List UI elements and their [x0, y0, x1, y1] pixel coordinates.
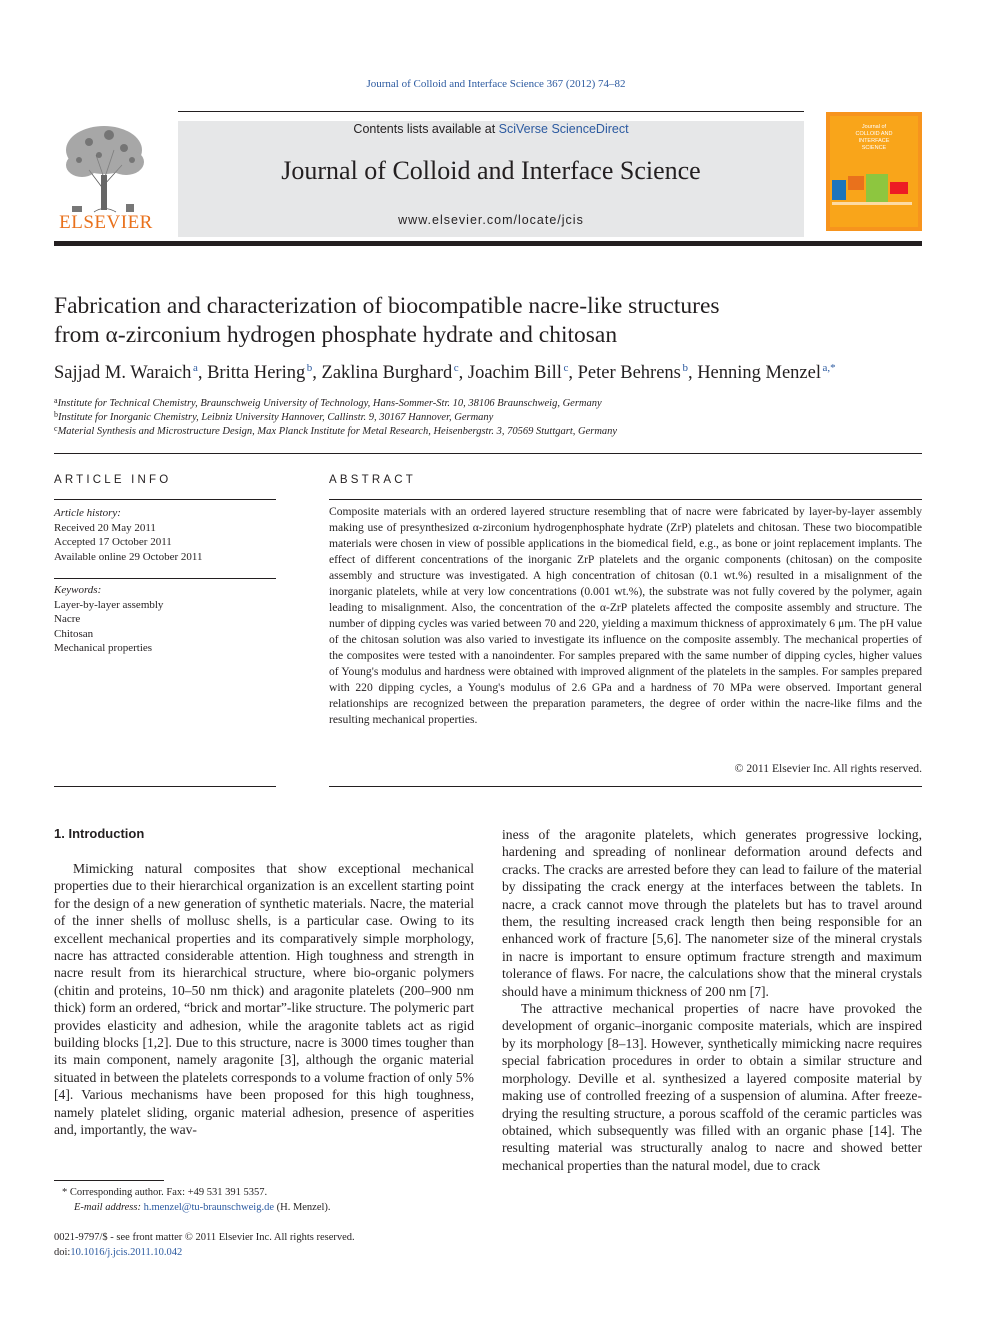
cover-title-line4: SCIENCE [861, 145, 887, 151]
paragraph: The attractive mechanical properties of nacre have provoked the development of organic–inorganic composite materials, which are inspired by its morphology [8–13]. However, synthetically mimicking nacre requires special fabrication procedures in order to obtain a similar structure and morphology. Deville et al. synthesized a layered composite material by making use of controlled freezing of a suspension of alumina. After freeze-drying the resulting structure, a porous scaffold of the ceramic particles was obtained, which subsequently was filled with an organic phase [14]. The resulting material was structurally analog to nacre and showed better mechanical properties than the natural model, due to crack [502, 1001, 922, 1173]
body-column-right [502, 826, 922, 1174]
affiliation-text: Institute for Inorganic Chemistry, Leibniz University Hannover, Callinstr. 9, 30167 Hannover, Germany [58, 412, 494, 423]
paragraph: Mimicking natural composites that show exceptional mechanical properties due to their hierarchical organization is an excellent starting point for the design of a new generation of synthetic materials. Nacre, the material of the inner shells of mollusc shells, is a particular case. Owing to its excellent mechanical properties and its comparatively simple morphology, nacre has attracted considerable attention. High toughness and strength in nacre result from its hierarchical structure, where bio-organic polymers (chitin and proteins, 10–50 nm thick) and aragonite platelets (200–900 nm thick) form an ordered, “brick and mortar”-like structure. The polymeric part provides elasticity and adhesion, while the aragonite tablets act as rigid building blocks [1,2]. Due to this structure, nacre is 3000 times tougher than its main component, namely aragonite [3], although the organic material situated in between the platelets corresponds to a volume fraction of only 5% [4]. Various mechanisms have been proposed for this high toughness, namely platelet sliding, organic material adhesion, presence of asperities and, importantly, the wav- [54, 861, 474, 1138]
journal-reference[interactable]: Journal of Colloid and Interface Science 367 (2012) 74–82 [366, 78, 626, 90]
history-received: Received 20 May 2011 [54, 521, 156, 534]
author-name[interactable]: Sajjad M. Waraich [54, 363, 192, 383]
history-online: Available online 29 October 2011 [54, 550, 203, 563]
article-info-rule [54, 578, 276, 579]
affiliation [54, 410, 493, 423]
author-affiliation-mark[interactable]: c [453, 362, 459, 374]
email-label: E-mail address: [74, 1202, 141, 1213]
author-affiliation-mark[interactable]: a [192, 362, 198, 374]
doi-label: doi: [54, 1247, 71, 1258]
cover-title-line1: Journal of [861, 124, 887, 130]
affiliation-rule [54, 453, 922, 454]
affiliation-mark: a [54, 396, 58, 405]
keyword: Mechanical properties [54, 642, 153, 654]
abstract-rule [329, 499, 922, 500]
affiliation-text: Institute for Technical Chemistry, Braunschweig University of Technology, Hans-Sommer-Str. 10, 38106 Braunschweig, Germany [57, 398, 602, 409]
author-name[interactable]: Peter Behrens [577, 363, 681, 383]
section-heading-introduction: 1. Introduction [54, 826, 145, 841]
abstract-heading: ABSTRACT [329, 474, 416, 486]
issn-line: 0021-9797/$ - see front matter © 2011 Elsevier Inc. All rights reserved. [54, 1232, 355, 1243]
author-name[interactable]: Joachim Bill [467, 363, 562, 383]
affiliation-text: Material Synthesis and Microstructure Design, Max Planck Institute for Metal Research, Heisenbergstr. 3, 70569 Stuttgart, Germany [57, 426, 618, 437]
history-accepted: Accepted 17 October 2011 [54, 536, 172, 548]
author-affiliation-mark[interactable]: b [682, 362, 688, 374]
email-owner: (H. Menzel). [276, 1202, 331, 1213]
journal-title: Journal of Colloid and Interface Science [281, 156, 701, 185]
affiliation-mark: c [54, 424, 58, 433]
abstract-rule [329, 786, 922, 787]
keyword: Nacre [54, 613, 81, 625]
email-link[interactable]: h.menzel@tu-braunschweig.de [143, 1202, 274, 1213]
author-affiliation-mark[interactable]: a,* [822, 362, 836, 374]
cover-title-line2: COLLOID AND [855, 131, 893, 137]
author-affiliation-mark[interactable]: b [306, 362, 313, 374]
email-note [54, 1200, 474, 1215]
article-history [54, 506, 276, 564]
top-rule [178, 111, 804, 112]
title-line-1: Fabrication and characterization of biocompatible nacre-like structures [54, 293, 720, 319]
affiliation [54, 396, 602, 409]
journal-url[interactable]: www.elsevier.com/locate/jcis [398, 213, 584, 227]
history-label: Article history: [54, 507, 121, 519]
journal-cover-thumbnail[interactable] [826, 112, 922, 231]
article-info-rule [54, 786, 276, 787]
cover-title-line3: INTERFACE [858, 138, 890, 144]
footnote-rule [54, 1180, 164, 1181]
keyword: Layer-by-layer assembly [54, 598, 164, 611]
affiliation-mark: b [54, 410, 58, 419]
keywords-label: Keywords: [54, 584, 102, 596]
author-affiliation-mark[interactable]: c [563, 362, 569, 374]
affiliation [54, 424, 617, 437]
masthead-rule [54, 241, 922, 246]
abstract-copyright: © 2011 Elsevier Inc. All rights reserved. [734, 762, 922, 775]
article-info-heading: ARTICLE INFO [54, 474, 172, 486]
author-name[interactable]: Britta Hering [207, 363, 306, 383]
article-title [54, 292, 922, 350]
keyword: Chitosan [54, 627, 94, 640]
sciencedirect-link[interactable]: SciVerse ScienceDirect [498, 122, 629, 136]
corresponding-author-note: * Corresponding author. Fax: +49 531 391 5357. [62, 1187, 268, 1198]
title-line-2: from α-zirconium hydrogen phosphate hydrate and chitosan [54, 322, 618, 348]
author-name[interactable]: Zaklina Burghard [321, 363, 453, 383]
keywords-block [54, 583, 276, 656]
contents-line [178, 122, 804, 136]
article-info-rule [54, 499, 276, 500]
body-column-left [54, 860, 474, 1139]
issn-block [54, 1230, 474, 1260]
author-name[interactable]: Henning Menzel [697, 363, 821, 383]
contents-prefix: Contents lists available at [353, 122, 499, 136]
author-list: Sajjad M. Waraich $^a$, Britta Hering $^b$, Zaklina Burghard $^c$, Joachim Bill $^c$, Peter Behrens $^b$, Henning Menzel $^{a,*}$ [54, 362, 836, 383]
paragraph: iness of the aragonite platelets, which generates progressive locking, hardening and spreading of nonlinear deformation around defects and cracks. The cracks are arrested before they can lead to failure of the material by dissipating the crack energy at the interfaces between the tablets. In nacre, a crack cannot move through the platelets but has to travel around them, the resulting increased crack length then being responsible for an enhanced work of fracture [5,6]. The nanometer size of the mineral crystals in nacre is important to ensure optimum fracture strength and maximum tolerance of flaws. For nacre, the calculations show that the mineral crystals should have a minimum thickness of 200 nm [7]. [502, 827, 922, 999]
elsevier-wordmark: ELSEVIER [59, 212, 153, 233]
doi-link[interactable]: 10.1016/j.jcis.2011.10.042 [70, 1247, 183, 1258]
footnotes [54, 1185, 474, 1215]
abstract-text: Composite materials with an ordered layered structure resembling that of nacre were fabricated by layer-by-layer assembly making use of presynthesized α-zirconium hydrogenphosphate hydrate (ZrP) platelets and chitosan. These two biocompatible materials were chosen in view of possible applications in the biomedical field, e.g., as bone or joint replacement implants. The effect of different concentrations of the inorganic ZrP platelets and the organic components (chitosan) on the composite assembly and structure was investigated. A high concentration of chitosan (0.1 wt.%) resulted in a misalignment of the inorganic platelets, while at very low concentrations (0.001 wt.%), the substrate was not fully covered by the polymer, again leading to misalignment. Also, the concentration of the α-ZrP platelets affected the composite assembly and structure. The number of dipping cycles was varied between 70 and 220, yielding a maximum thickness of approximately 6 μm. The pH value of the chitosan solution was also varied to investigate its influence on the composite assembly. The mechanical properties of the composites were tested with a nanoindenter. For samples prepared with the same number of dipping cycles, higher values of Young's modulus and hardness were obtained with improved alignment of the platelets in the samples. For samples prepared with 220 dipping cycles, a Young's modulus of 2.6 GPa and a hardness of 70 MPa were observed. Important general relationships are recognized between the preparation parameters, the degree of order within the nacre-like films and the resulting mechanical properties. [329, 505, 922, 726]
doi-line [54, 1245, 474, 1260]
